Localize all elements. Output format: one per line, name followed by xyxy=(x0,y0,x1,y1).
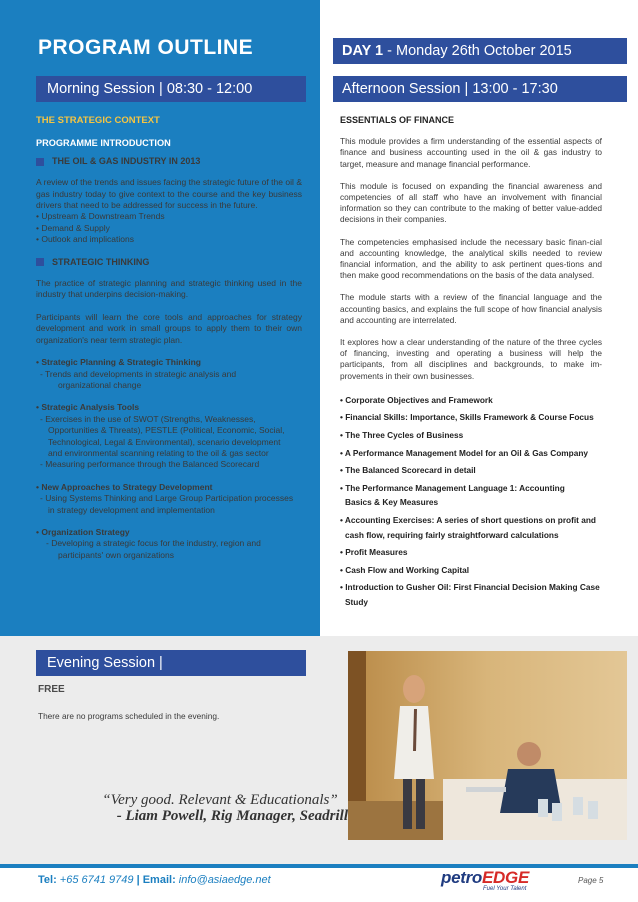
afternoon-bullet: • The Three Cycles of Business xyxy=(340,430,464,441)
logo-edge: EDGE xyxy=(482,868,529,887)
topic-title: • New Approaches to Strategy Development xyxy=(36,481,213,492)
training-photo xyxy=(348,651,627,840)
afternoon-para: This module is focused on expanding the financial awareness and competencies of all staff who have an involvement with financial information so they can contribute to the making of better value-added decisions in their companies. xyxy=(340,180,602,225)
section-oil-gas-title xyxy=(36,156,302,167)
topic-line: Technological, Legal & Environmental), scenario development xyxy=(48,436,281,447)
training-photo-illustration xyxy=(348,651,627,840)
programme-intro-title: PROGRAMME INTRODUCTION xyxy=(36,138,171,149)
day-label: DAY 1 xyxy=(342,43,384,59)
topic-line: - Measuring performance through the Balanced Scorecard xyxy=(40,459,260,470)
afternoon-para: The competencies emphasised include the necessary basic finan-cial and accounting knowledge, the analytical skills needed to review financial information, and the ability to ask pertinent ques-tions and then make good recommendations on the basis of the data analysed. xyxy=(340,236,602,281)
list-item: • Demand & Supply xyxy=(36,222,110,233)
topic-title: • Strategic Analysis Tools xyxy=(36,402,140,413)
afternoon-bullet-cont: Study xyxy=(345,596,369,607)
square-bullet-icon xyxy=(36,258,44,266)
email-label: Email: xyxy=(142,874,176,886)
section-strategic-thinking-label: STRATEGIC THINKING xyxy=(52,256,150,267)
petroedge-logo xyxy=(441,868,541,894)
topic-line: - Exercises in the use of SWOT (Strengths, Weaknesses, xyxy=(40,413,256,424)
email-address: info@asiaedge.net xyxy=(175,874,271,886)
afternoon-bullet: • Cash Flow and Working Capital xyxy=(340,564,470,575)
strategic-thinking-para-1: The practice of strategic planning and strategic thinking used in the industry that underpins decision-making. xyxy=(36,278,302,300)
afternoon-bullet: • Financial Skills: Importance, Skills Framework & Course Focus xyxy=(340,412,594,423)
afternoon-bullet: • The Balanced Scorecard in detail xyxy=(340,465,476,476)
topic-title: • Strategic Planning & Strategic Thinking xyxy=(36,357,201,368)
list-item: • Upstream & Downstream Trends xyxy=(36,211,165,222)
afternoon-bullet: • Profit Measures xyxy=(340,547,408,558)
day-bar xyxy=(333,38,627,64)
topic-title: • Organization Strategy xyxy=(36,526,130,537)
footer-divider xyxy=(0,864,638,868)
section-oil-gas-para: A review of the trends and issues facing the strategic future of the oil & gas industry today to give context to the course and the key business drivers that need to be addressed for success in the future. xyxy=(36,177,302,211)
topic-line: organizational change xyxy=(58,379,142,390)
tel-label: Tel: xyxy=(38,874,57,886)
topic-line: - Using Systems Thinking and Large Group Participation processes xyxy=(40,493,294,504)
tel-number: +65 6741 9749 xyxy=(56,874,137,886)
evening-note: There are no programs scheduled in the evening. xyxy=(38,711,220,721)
morning-heading: THE STRATEGIC CONTEXT xyxy=(36,115,160,126)
afternoon-bullet: • Corporate Objectives and Framework xyxy=(340,394,493,405)
afternoon-bullet: • A Performance Management Model for an Oil & Gas Company xyxy=(340,447,589,458)
afternoon-content xyxy=(340,115,602,613)
topic-line: - Trends and developments in strategic analysis and xyxy=(40,368,237,379)
afternoon-para: This module provides a firm understanding of the essential aspects of finance and business accounting used in the oil & gas industry to target, measure and manage financial performance. xyxy=(340,136,602,169)
afternoon-heading: ESSENTIALS OF FINANCE xyxy=(340,115,455,125)
afternoon-bullet: • Accounting Exercises: A series of short questions on profit and xyxy=(340,515,596,526)
list-item: • Outlook and implications xyxy=(36,234,134,245)
afternoon-para: It explores how a clear understanding of the nature of the three cycles of financing, investing and operating a business will help the participants, from all disciplines and backgrounds, to make im-provements in their own businesses. xyxy=(340,337,602,381)
afternoon-para: The module starts with a review of the financial language and the accounting basics, and explains the full scope of how financial analysis and accounting are interrelated. xyxy=(340,292,602,325)
topic-line: Opportunities & Threats), PESTLE (Political, Economic, Social, xyxy=(48,425,285,436)
logo-tagline: Fuel Your Talent xyxy=(483,886,527,892)
section-oil-gas-label: THE OIL & GAS INDUSTRY IN 2013 xyxy=(52,155,201,166)
logo-petro: petro xyxy=(441,868,483,887)
topic-line: - Developing a strategic focus for the industry, region and xyxy=(46,538,261,549)
afternoon-bullet: • Introduction to Gusher Oil: First Financial Decision Making Case xyxy=(340,582,600,593)
morning-session-bar: Morning Session | 08:30 - 12:00 xyxy=(36,76,306,102)
testimonial-quote: “Very good. Relevant & Educationals” xyxy=(102,792,338,808)
testimonial-author: - Liam Powell, Rig Manager, Seadrill xyxy=(116,808,348,824)
afternoon-bullet-cont: Basics & Key Measures xyxy=(345,497,439,508)
footer-contact xyxy=(38,874,271,886)
morning-content xyxy=(36,115,302,561)
afternoon-bullet: • The Performance Management Language 1: Accounting xyxy=(340,482,565,493)
page-title: PROGRAM OUTLINE xyxy=(38,36,254,59)
day-date: - Monday 26th October 2015 xyxy=(383,43,572,59)
evening-free-label: FREE xyxy=(38,684,65,695)
evening-session-bar: Evening Session | xyxy=(36,650,306,676)
topic-line: in strategy development and implementation xyxy=(48,504,215,515)
strategic-thinking-para-2: Participants will learn the core tools and approaches for strategy development and work in small groups to apply them to their own organization's near term strategic plan. xyxy=(36,311,302,345)
afternoon-session-bar: Afternoon Session | 13:00 - 17:30 xyxy=(333,76,627,102)
page-number: Page 5 xyxy=(578,876,604,885)
section-strategic-thinking-title xyxy=(36,257,302,268)
topic-line: and environmental scanning relating to the oil & gas sector xyxy=(48,447,269,458)
square-bullet-icon xyxy=(36,158,44,166)
afternoon-bullet-cont: cash flow, requiring fairly straightforward calculations xyxy=(345,529,559,540)
footer-separator: | xyxy=(136,874,143,886)
topic-line: participants' own organizations xyxy=(58,549,174,560)
